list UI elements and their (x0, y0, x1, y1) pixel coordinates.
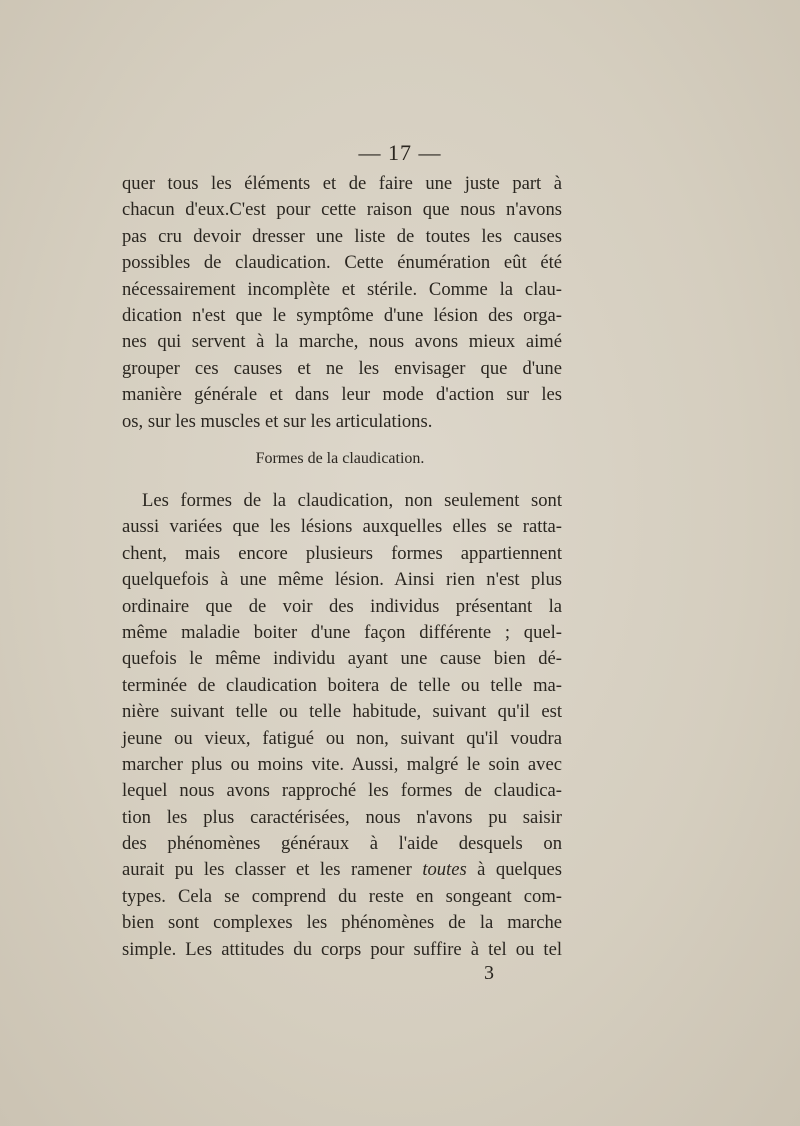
text-line: tion les plus caractérisées, nous n'avons pu saisir (122, 806, 562, 828)
text-segment: à quelques (466, 859, 562, 881)
signature-mark: 3 (484, 962, 494, 984)
text-line: possibles de claudication. Cette énumération eût été (122, 252, 562, 274)
paragraph-1 (122, 171, 562, 435)
text-line: même maladie boiter d'une façon différente ; quel- (122, 621, 562, 643)
text-line: ordinaire que de voir des individus présentant la (122, 595, 562, 617)
text-line: simple. Les attitudes du corps pour suffire à tel ou tel (122, 938, 562, 960)
text-line: grouper ces causes et ne les envisager que d'une (122, 357, 562, 379)
text-line: Les formes de la claudication, non seulement sont (142, 490, 562, 511)
text-line: marcher plus ou moins vite. Aussi, malgré le soin avec (122, 753, 562, 775)
text-line: dication n'est que le symptôme d'une lésion des orga- (122, 304, 562, 326)
text-line: nécessairement incomplète et stérile. Comme la clau- (122, 278, 562, 300)
text-line: des phénomènes généraux à l'aide desquels on (122, 833, 562, 855)
text-line: quer tous les éléments et de faire une juste part à (122, 173, 562, 194)
text-line: jeune ou vieux, fatigué ou non, suivant qu'il voudra (122, 727, 562, 749)
page-number: — 17 — (358, 140, 442, 165)
text-line: manière générale et dans leur mode d'action sur les (122, 384, 562, 406)
text-line: terminée de claudication boitera de telle ou telle ma- (122, 674, 562, 696)
text-line: lequel nous avons rapproché les formes de claudica- (122, 780, 562, 802)
text-line: os, sur les muscles et sur les articulations. (122, 410, 433, 432)
text-line: chacun d'eux.C'est pour cette raison que nous n'avons (122, 199, 562, 221)
text-line: pas cru devoir dresser une liste de toutes les causes (122, 225, 562, 247)
text-line: nière suivant telle ou telle habitude, suivant qu'il est (122, 701, 562, 723)
text-line: nes qui servent à la marche, nous avons mieux aimé (122, 331, 562, 353)
emphasized-word: toutes (422, 859, 467, 881)
text-segment: aurait pu les classer et les ramener (122, 859, 423, 881)
section-heading: Formes de la claudication. (255, 450, 425, 467)
paragraph-2 (122, 488, 562, 963)
text-line: types. Cela se comprend du reste en songeant com- (122, 885, 562, 907)
text-line: chent, mais encore plusieurs formes appartiennent (122, 542, 562, 564)
text-line (122, 857, 562, 883)
text-line: bien sont complexes les phénomènes de la marche (122, 912, 562, 934)
text-line: quelquefois à une même lésion. Ainsi rien n'est plus (122, 569, 562, 591)
text-line: quefois le même individu ayant une cause bien dé- (122, 648, 562, 670)
text-line: aussi variées que les lésions auxquelles elles se ratta- (122, 516, 562, 538)
